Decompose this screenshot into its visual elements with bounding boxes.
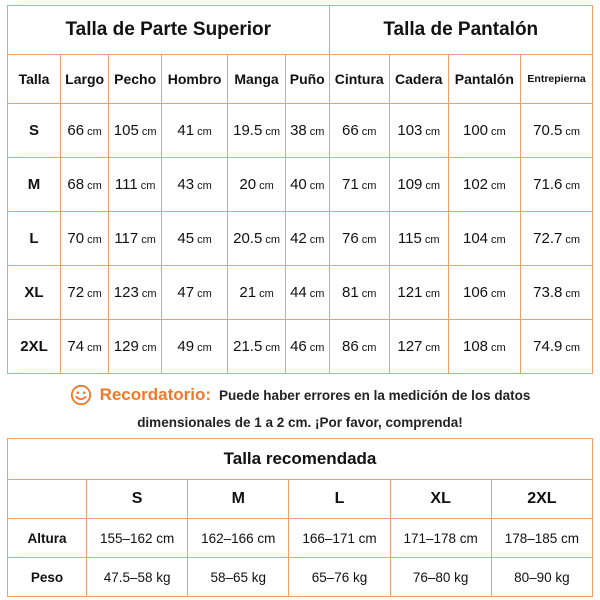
size-row xyxy=(8,158,593,212)
measurement-value: 123 xyxy=(113,284,139,301)
header-pantalon: Pantalón xyxy=(448,55,521,104)
size-label: S xyxy=(8,104,61,158)
measurement-value: 129 xyxy=(113,338,139,355)
measurement-value: 71.6 xyxy=(533,176,563,193)
unit-label: cm xyxy=(309,288,325,300)
top-size-title: Talla de Parte Superior xyxy=(8,6,330,55)
unit-label: cm xyxy=(87,180,102,192)
size-label: XL xyxy=(8,266,61,320)
measurement-cell xyxy=(228,266,286,320)
measurement-cell xyxy=(448,320,521,374)
header-talla: Talla xyxy=(8,55,61,104)
unit-label: cm xyxy=(424,234,440,246)
recommended-row xyxy=(8,519,593,558)
measurement-value: 20 xyxy=(239,176,257,193)
unit-label: cm xyxy=(565,234,581,246)
measurement-value: 111 xyxy=(114,176,138,193)
measurement-value: 105 xyxy=(113,122,139,139)
measurement-cell xyxy=(61,320,109,374)
measurement-value: 66 xyxy=(67,122,85,139)
header-pecho: Pecho xyxy=(109,55,162,104)
measurement-cell xyxy=(228,320,286,374)
measurement-cell xyxy=(285,266,329,320)
pants-size-title: Talla de Pantalón xyxy=(329,6,593,55)
unit-label: cm xyxy=(141,234,156,246)
recommended-value: 171–178 cm xyxy=(390,519,491,558)
measurement-value: 20.5 xyxy=(233,230,263,247)
rec-header-xl: XL xyxy=(390,480,491,519)
measurement-value: 106 xyxy=(463,284,489,301)
measurement-value: 44 xyxy=(290,284,307,301)
measurement-value: 72.7 xyxy=(533,230,563,247)
measurement-cell xyxy=(389,212,448,266)
measurement-value: 86 xyxy=(342,338,359,355)
reminder-title: Recordatorio: xyxy=(99,385,212,404)
measurement-cell xyxy=(228,104,286,158)
measurement-cell xyxy=(61,266,109,320)
size-row xyxy=(8,266,593,320)
measurement-cell xyxy=(521,266,593,320)
unit-label: cm xyxy=(141,288,157,300)
unit-label: cm xyxy=(265,234,280,246)
recommended-row-label: Peso xyxy=(8,558,87,597)
measurement-value: 70.5 xyxy=(533,122,563,139)
measurement-cell xyxy=(389,320,448,374)
unit-label: cm xyxy=(491,288,506,300)
measurement-cell xyxy=(162,212,228,266)
unit-label: cm xyxy=(87,342,102,354)
measurement-cell xyxy=(285,320,329,374)
unit-label: cm xyxy=(491,342,506,354)
measurement-value: 19.5 xyxy=(233,122,263,139)
measurement-value: 104 xyxy=(463,230,489,247)
measurement-value: 40 xyxy=(290,176,307,193)
measurement-cell xyxy=(109,266,162,320)
measurement-cell xyxy=(162,104,228,158)
measurement-cell xyxy=(61,158,109,212)
recommended-value: 155–162 cm xyxy=(87,519,188,558)
measurement-cell xyxy=(389,158,448,212)
recommended-value: 166–171 cm xyxy=(289,519,390,558)
rec-header-m: M xyxy=(188,480,289,519)
recommended-row-label: Altura xyxy=(8,519,87,558)
measurement-cell xyxy=(228,212,286,266)
measurement-cell xyxy=(389,266,448,320)
recommended-size-table xyxy=(7,438,593,597)
measurement-value: 49 xyxy=(177,338,195,355)
measurement-value: 71 xyxy=(342,176,359,193)
measurement-cell xyxy=(285,104,329,158)
unit-label: cm xyxy=(309,342,325,354)
measurement-value: 21.5 xyxy=(233,338,263,355)
measurement-value: 108 xyxy=(463,338,489,355)
measurement-value: 47 xyxy=(177,284,195,301)
size-rows xyxy=(8,104,593,374)
measurement-value: 66 xyxy=(342,122,359,139)
header-cadera: Cadera xyxy=(389,55,448,104)
measurement-value: 117 xyxy=(114,230,139,247)
unit-label: cm xyxy=(197,180,212,192)
measurement-value: 41 xyxy=(177,122,195,139)
unit-label: cm xyxy=(361,126,377,138)
measurement-cell xyxy=(162,266,228,320)
smiley-icon xyxy=(70,384,92,406)
size-row xyxy=(8,212,593,266)
header-puno: Puño xyxy=(285,55,329,104)
rec-header-l: L xyxy=(289,480,390,519)
unit-label: cm xyxy=(259,288,274,300)
unit-label: cm xyxy=(565,342,581,354)
measurement-cell xyxy=(329,158,389,212)
unit-label: cm xyxy=(425,180,441,192)
size-label: M xyxy=(8,158,61,212)
measurement-cell xyxy=(285,158,329,212)
unit-label: cm xyxy=(491,234,506,246)
size-row xyxy=(8,320,593,374)
rec-header-2xl: 2XL xyxy=(491,480,592,519)
unit-label: cm xyxy=(425,288,441,300)
measurement-value: 70 xyxy=(67,230,85,247)
measurement-cell xyxy=(109,212,162,266)
unit-label: cm xyxy=(565,288,581,300)
unit-label: cm xyxy=(361,180,377,192)
measurement-value: 121 xyxy=(397,284,423,301)
recommended-row xyxy=(8,558,593,597)
measurement-cell xyxy=(109,320,162,374)
measurement-cell xyxy=(61,104,109,158)
measurement-cell xyxy=(329,104,389,158)
measurement-cell xyxy=(329,320,389,374)
recommended-value: 162–166 cm xyxy=(188,519,289,558)
reminder-line1: Puede haber errores en la medición de los datos xyxy=(219,387,531,403)
size-row xyxy=(8,104,593,158)
measurement-value: 109 xyxy=(397,176,423,193)
reminder xyxy=(0,378,600,434)
measurement-value: 72 xyxy=(67,284,85,301)
measurement-value: 68 xyxy=(67,176,85,193)
unit-label: cm xyxy=(141,342,157,354)
recommended-title: Talla recomendada xyxy=(8,439,593,480)
unit-label: cm xyxy=(491,126,506,138)
measurement-cell xyxy=(329,266,389,320)
measurement-cell xyxy=(389,104,448,158)
measurement-value: 100 xyxy=(463,122,489,139)
measurement-value: 76 xyxy=(342,230,359,247)
unit-label: cm xyxy=(361,342,377,354)
measurement-value: 42 xyxy=(290,230,307,247)
measurement-cell xyxy=(228,158,286,212)
measurement-value: 102 xyxy=(463,176,489,193)
recommended-value: 65–76 kg xyxy=(289,558,390,597)
unit-label: cm xyxy=(361,288,377,300)
unit-label: cm xyxy=(309,180,325,192)
header-manga: Manga xyxy=(228,55,286,104)
unit-label: cm xyxy=(197,288,212,300)
unit-label: cm xyxy=(87,126,102,138)
unit-label: cm xyxy=(425,342,441,354)
unit-label: cm xyxy=(361,234,377,246)
unit-label: cm xyxy=(197,234,212,246)
header-hombro: Hombro xyxy=(162,55,228,104)
measurement-cell xyxy=(109,158,162,212)
measurement-cell xyxy=(162,158,228,212)
measurement-value: 46 xyxy=(290,338,307,355)
measurement-cell xyxy=(448,212,521,266)
rec-rows xyxy=(8,519,593,597)
size-label: L xyxy=(8,212,61,266)
rec-header-empty xyxy=(8,480,87,519)
measurement-cell xyxy=(109,104,162,158)
measurement-value: 103 xyxy=(397,122,423,139)
recommended-value: 47.5–58 kg xyxy=(87,558,188,597)
unit-label: cm xyxy=(565,126,581,138)
unit-label: cm xyxy=(140,180,156,192)
measurement-value: 43 xyxy=(177,176,195,193)
unit-label: cm xyxy=(197,342,212,354)
measurement-cell xyxy=(448,104,521,158)
unit-label: cm xyxy=(87,288,102,300)
unit-label: cm xyxy=(141,126,157,138)
measurement-cell xyxy=(521,212,593,266)
measurement-cell xyxy=(162,320,228,374)
header-cintura: Cintura xyxy=(329,55,389,104)
unit-label: cm xyxy=(259,180,274,192)
measurement-cell xyxy=(448,266,521,320)
measurement-cell xyxy=(329,212,389,266)
rec-header-s: S xyxy=(87,480,188,519)
measurement-value: 74 xyxy=(67,338,85,355)
measurement-value: 73.8 xyxy=(533,284,563,301)
size-label: 2XL xyxy=(8,320,61,374)
measurement-cell xyxy=(521,158,593,212)
unit-label: cm xyxy=(491,180,506,192)
measurement-cell xyxy=(521,104,593,158)
unit-label: cm xyxy=(309,234,325,246)
unit-label: cm xyxy=(309,126,325,138)
measurement-value: 38 xyxy=(290,122,307,139)
measurement-cell xyxy=(61,212,109,266)
unit-label: cm xyxy=(197,126,212,138)
unit-label: cm xyxy=(425,126,441,138)
measurement-cell xyxy=(521,320,593,374)
measurement-value: 45 xyxy=(177,230,195,247)
measurement-cell xyxy=(285,212,329,266)
measurement-cell xyxy=(448,158,521,212)
measurement-value: 115 xyxy=(397,230,422,247)
unit-label: cm xyxy=(565,180,581,192)
measurement-value: 81 xyxy=(342,284,359,301)
unit-label: cm xyxy=(265,126,280,138)
recommended-value: 76–80 kg xyxy=(390,558,491,597)
header-largo: Largo xyxy=(61,55,109,104)
measurement-value: 21 xyxy=(239,284,257,301)
measurement-value: 74.9 xyxy=(533,338,563,355)
recommended-value: 58–65 kg xyxy=(188,558,289,597)
unit-label: cm xyxy=(265,342,280,354)
size-chart-table xyxy=(7,5,593,374)
recommended-value: 80–90 kg xyxy=(491,558,592,597)
measurement-value: 127 xyxy=(397,338,423,355)
header-entrepierna: Entrepierna xyxy=(521,55,593,104)
reminder-line2: dimensionales de 1 a 2 cm. ¡Por favor, comprenda! xyxy=(137,415,463,430)
recommended-value: 178–185 cm xyxy=(491,519,592,558)
unit-label: cm xyxy=(87,234,102,246)
